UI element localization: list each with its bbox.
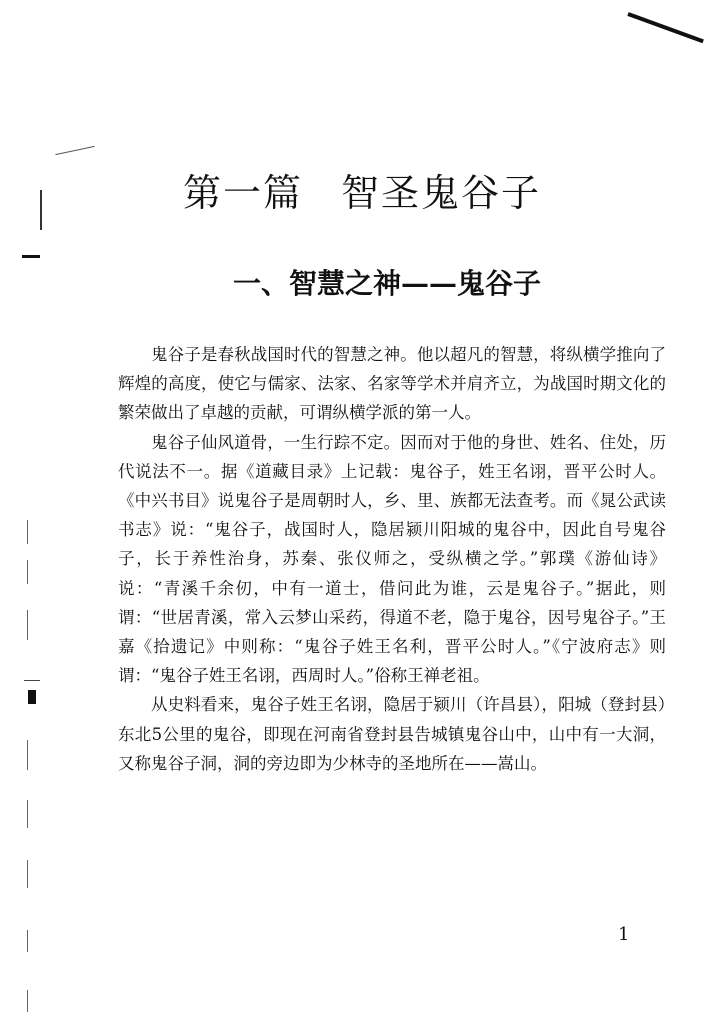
section-title: 一、智慧之神——鬼谷子 bbox=[232, 267, 541, 300]
scan-mark bbox=[627, 12, 704, 43]
chapter-title bbox=[0, 162, 724, 217]
scan-mark bbox=[27, 740, 28, 770]
scan-mark bbox=[22, 255, 40, 258]
paragraph: 从史料看来，鬼谷子姓王名诩，隐居于颍川（许昌县），阳城（登封县）东北5公里的鬼谷，即现在河南省登封县告城镇鬼谷山中，山中有一大洞，又称鬼谷子洞，洞的旁边即为少林寺的圣地所在——嵩山。 bbox=[118, 695, 666, 773]
scan-mark bbox=[28, 690, 36, 704]
scan-mark bbox=[27, 610, 28, 640]
chapter-number: 第一篇 bbox=[182, 171, 303, 215]
scan-mark bbox=[27, 560, 28, 584]
scan-mark bbox=[27, 930, 28, 952]
scan-mark bbox=[27, 860, 28, 888]
paragraph: 鬼谷子是春秋战国时代的智慧之神。他以超凡的智慧，将纵横学推向了辉煌的高度，使它与儒家、法家、名家等学术并肩齐立，为战国时期文化的繁荣做出了卓越的贡献，可谓纵横学派的第一人。 bbox=[118, 345, 666, 423]
body-text bbox=[118, 340, 666, 778]
paragraph: 鬼谷子仙风道骨，一生行踪不定。因而对于他的身世、姓名、住处，历代说法不一。据《道藏目录》上记载：鬼谷子，姓王名诩，晋平公时人。《中兴书目》说鬼谷子是周朝时人，乡、里、族都无法查考。而《晁公武读书志》说：“鬼谷子，战国时人，隐居颍川阳城的鬼谷中，因此自号鬼谷子，长于养性治身，苏秦、张仪师之，受纵横之学。”郭璞《游仙诗》说：“青溪千余仞，中有一道士，借问此为谁，云是鬼谷子。”据此，则谓：“世居青溪，常入云梦山采药，得道不老，隐于鬼谷，因号鬼谷子。”王嘉《拾遗记》中则称：“鬼谷子姓王名利，晋平公时人。”《宁波府志》则谓：“鬼谷子姓王名诩，西周时人。”俗称王禅老祖。 bbox=[118, 432, 666, 686]
scan-mark bbox=[24, 680, 40, 681]
chapter-name: 智圣鬼谷子 bbox=[341, 171, 542, 215]
scan-mark bbox=[55, 146, 94, 155]
scan-mark bbox=[27, 990, 28, 1012]
page-number: 1 bbox=[618, 924, 630, 945]
scan-mark bbox=[27, 800, 28, 828]
scan-mark bbox=[27, 520, 28, 544]
